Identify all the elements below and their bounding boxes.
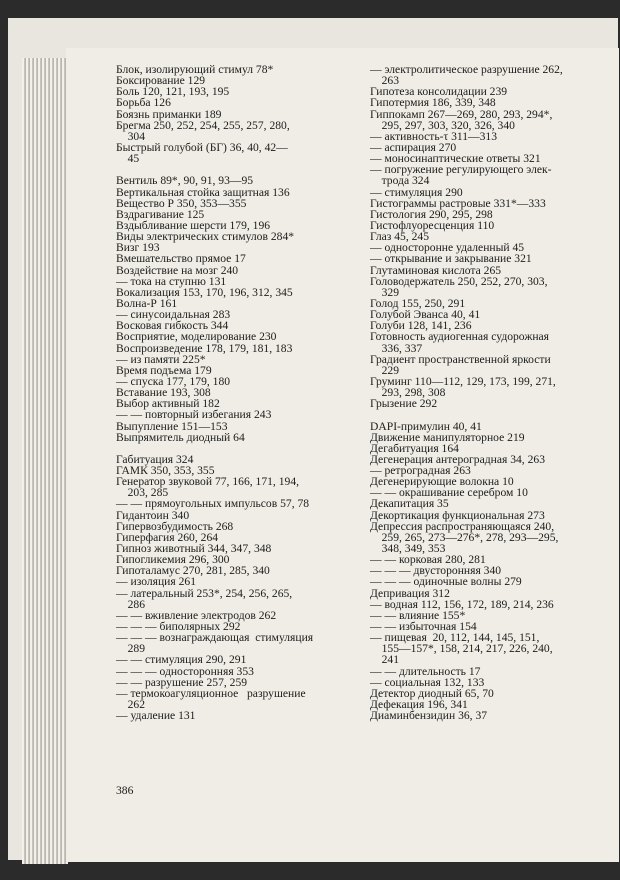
index-entry: Гипоталамус 270, 281, 285, 340 (116, 564, 270, 578)
index-entry: Гипотеза консолидации 239 (370, 85, 508, 99)
index-entry: 262 (116, 698, 145, 712)
index-entry: — — стимуляция 290, 291 (116, 653, 247, 667)
index-entry: 304 (116, 129, 145, 143)
index-entry: — латеральный 253*, 254, 256, 265, (116, 586, 293, 600)
index-entry: Груминг 110—112, 129, 173, 199, 271, (370, 374, 556, 388)
index-entry: — тока на ступню 131 (116, 274, 227, 288)
index-entry: — ретроградная 263 (370, 464, 471, 478)
index-entry: Гиппокамп 267—269, 280, 293, 294*, (370, 107, 553, 121)
index-entry: Воспроизведение 178, 179, 181, 183 (116, 341, 293, 355)
index-entry: Депрессия распространяющаяся 240, (370, 519, 555, 533)
index-left-column (116, 64, 340, 721)
index-entry: Гидантоин 340 (116, 508, 190, 522)
index-entry: — водная 112, 156, 172, 189, 214, 236 (370, 597, 554, 611)
index-entry: 293, 298, 308 (370, 386, 446, 400)
index-entry: Грызение 292 (370, 397, 438, 411)
index-entry: — погружение регулирующего элек- (370, 163, 552, 177)
index-entry: — термокоагуляционное разрушение (116, 686, 306, 700)
index-entry: Вздыбливание шерсти 179, 196 (116, 218, 271, 232)
index-entry: Дегенерирующие волокна 10 (370, 475, 514, 489)
index-entry: Борьба 126 (116, 96, 171, 110)
index-entry: 241 (370, 653, 399, 667)
index-entry: — — прямоугольных импульсов 57, 78 (116, 497, 310, 511)
index-entry: — электролитическое разрушение 262, (370, 63, 563, 76)
index-entry: — открывание и закрывание 321 (370, 252, 532, 266)
index-entry: — — — одиночные волны 279 (370, 575, 522, 589)
index-entry: — — — двусторонняя 340 (370, 564, 502, 578)
section-gap (370, 409, 592, 420)
index-entry: Гиперфагия 260, 264 (116, 530, 219, 544)
index-entry: Готовность аудиогенная судорожная (370, 330, 550, 344)
index-entry: ГАМК 350, 353, 355 (116, 464, 215, 478)
index-entry: Глутаминовая кислота 265 (370, 263, 502, 277)
index-entry: — — избыточная 154 (370, 620, 477, 634)
index-entry: — — окрашивание серебром 10 (370, 486, 528, 500)
index-entry: Быстрый голубой (БГ) 36, 40, 42— (116, 140, 288, 154)
index-entry: — активность-τ 311—313 (370, 129, 498, 143)
index-entry: трода 324 (370, 174, 430, 188)
index-entry: 336, 337 (370, 341, 423, 355)
index-entry: — — — односторонняя 353 (116, 664, 254, 678)
index-entry: Гипервозбудимость 268 (116, 519, 234, 533)
index-entry: — аспирация 270 (370, 140, 457, 154)
page-edges (22, 58, 68, 864)
index-entry: Восковая гибкость 344 (116, 319, 229, 333)
index-entry: 155—157*, 158, 214, 217, 226, 240, (370, 642, 553, 656)
index-entry: — спуска 177, 179, 180 (116, 374, 231, 388)
index-entry: Боязнь приманки 189 (116, 107, 222, 121)
index-entry: 329 (370, 285, 399, 299)
index-entry: Дефекация 196, 341 (370, 698, 468, 712)
index-entry: DAPI-примулин 40, 41 (370, 419, 482, 433)
index-entry: — — длительность 17 (370, 664, 481, 678)
index-entry: Дегабитуация 164 (370, 441, 459, 455)
index-entry: Голуби 128, 141, 236 (370, 319, 472, 333)
index-entry: — — — биполярных 292 (116, 620, 241, 634)
index-entry: Выбор активный 182 (116, 397, 220, 411)
index-entry: Выпупление 151—153 (116, 419, 228, 433)
index-entry: Декапитация 35 (370, 497, 449, 511)
index-entry: Восприятие, моделирование 230 (116, 330, 277, 344)
index-entry: Вокализация 153, 170, 196, 312, 345 (116, 285, 293, 299)
index-entry: 259, 265, 273—276*, 278, 293—295, (370, 530, 559, 544)
index-entry: — синусоидальная 283 (116, 308, 231, 322)
index-entry: Депривация 312 (370, 586, 450, 600)
index-entry: Движение манипуляторное 219 (370, 430, 525, 444)
index-entry: Головодержатель 250, 252, 270, 303, (370, 274, 548, 288)
index-entry: Блок, изолирующий стимул 78* (116, 63, 274, 76)
index-right-column (370, 64, 592, 721)
index-entry: Гипноз животный 344, 347, 348 (116, 542, 272, 556)
index-entry: Гистограммы растровые 331*—333 (370, 196, 546, 210)
index-entry: Выпрямитель диодный 64 (116, 430, 245, 444)
index-entry: Вентиль 89*, 90, 91, 93—95 (116, 174, 254, 188)
index-entry: Дегенерация антероградная 34, 263 (370, 452, 545, 466)
index-entry: — — разрушение 257, 259 (116, 675, 248, 689)
index-entry: 295, 297, 303, 320, 326, 340 (370, 118, 515, 132)
index-entry: — — — вознаграждающая стимуляция (116, 631, 314, 645)
page-number: 386 (116, 784, 134, 797)
index-entry: — одностороннe удаленный 45 (370, 241, 525, 255)
index-entry: 45 (116, 152, 140, 166)
index-entry: — — повторный избегания 243 (116, 408, 272, 422)
index-entry: — изоляция 261 (116, 575, 197, 589)
index-entry: Воздействие на мозг 240 (116, 263, 239, 277)
index-entry: Голубой Эванса 40, 41 (370, 308, 481, 322)
index-entry: 286 (116, 597, 145, 611)
index-entry: Вставание 193, 308 (116, 386, 211, 400)
index-entry: Боксирование 129 (116, 74, 206, 88)
index-entry: — пищевая 20, 112, 144, 145, 151, (370, 631, 540, 645)
index-entry: Виды электрических стимулов 284* (116, 230, 295, 244)
index-entry: — социальная 132, 133 (370, 675, 485, 689)
index-entry: — моносинаптические ответы 321 (370, 152, 541, 166)
index-entry: — из памяти 225* (116, 352, 206, 366)
index-entry: Гистология 290, 295, 298 (370, 207, 493, 221)
index-entry: 229 (370, 363, 399, 377)
index-entry: Габитуация 324 (116, 452, 194, 466)
index-entry: Гистофлуоресценция 110 (370, 218, 495, 232)
index-entry: Диаминбензидин 36, 37 (370, 709, 488, 723)
index-entry: — стимуляция 290 (370, 185, 463, 199)
index-entry: Декортикация функциональная 273 (370, 508, 545, 522)
index-entry: Время подъема 179 (116, 363, 212, 377)
index-entry: Голод 155, 250, 291 (370, 296, 466, 310)
index-entry: 289 (116, 642, 145, 656)
index-entry: Брегма 250, 252, 254, 255, 257, 280, (116, 118, 290, 132)
index-entry: Вещество Р 350, 353—355 (116, 196, 247, 210)
index-entry: Вертикальная стойка защитная 136 (116, 185, 290, 199)
index-entry: 263 (370, 74, 399, 88)
index-entry: 348, 349, 353 (370, 542, 446, 556)
index-entry: 203, 285 (116, 486, 169, 500)
index-entry: Глаз 45, 245 (370, 230, 430, 244)
index-entry: Гипотермия 186, 339, 348 (370, 96, 496, 110)
index-entry: — — вживление электродов 262 (116, 608, 277, 622)
index-entry: — удаление 131 (116, 709, 196, 723)
index-entry: Вздрагивание 125 (116, 207, 205, 221)
index-entry: Волна-Р 161 (116, 296, 178, 310)
index-entry: — — корковая 280, 281 (370, 553, 486, 567)
index-entry: Визг 193 (116, 241, 160, 255)
index-entry: Градиент пространственной яркости (370, 352, 551, 366)
index-entry: Детектор диодный 65, 70 (370, 686, 494, 700)
index-entry: Генератор звуковой 77, 166, 171, 194, (116, 475, 300, 489)
index-entry: Вмешательство прямое 17 (116, 252, 246, 266)
index-entry: Боль 120, 121, 193, 195 (116, 85, 230, 99)
index-entry: — — влияние 155* (370, 608, 466, 622)
index-entry: Гипогликемия 296, 300 (116, 553, 230, 567)
